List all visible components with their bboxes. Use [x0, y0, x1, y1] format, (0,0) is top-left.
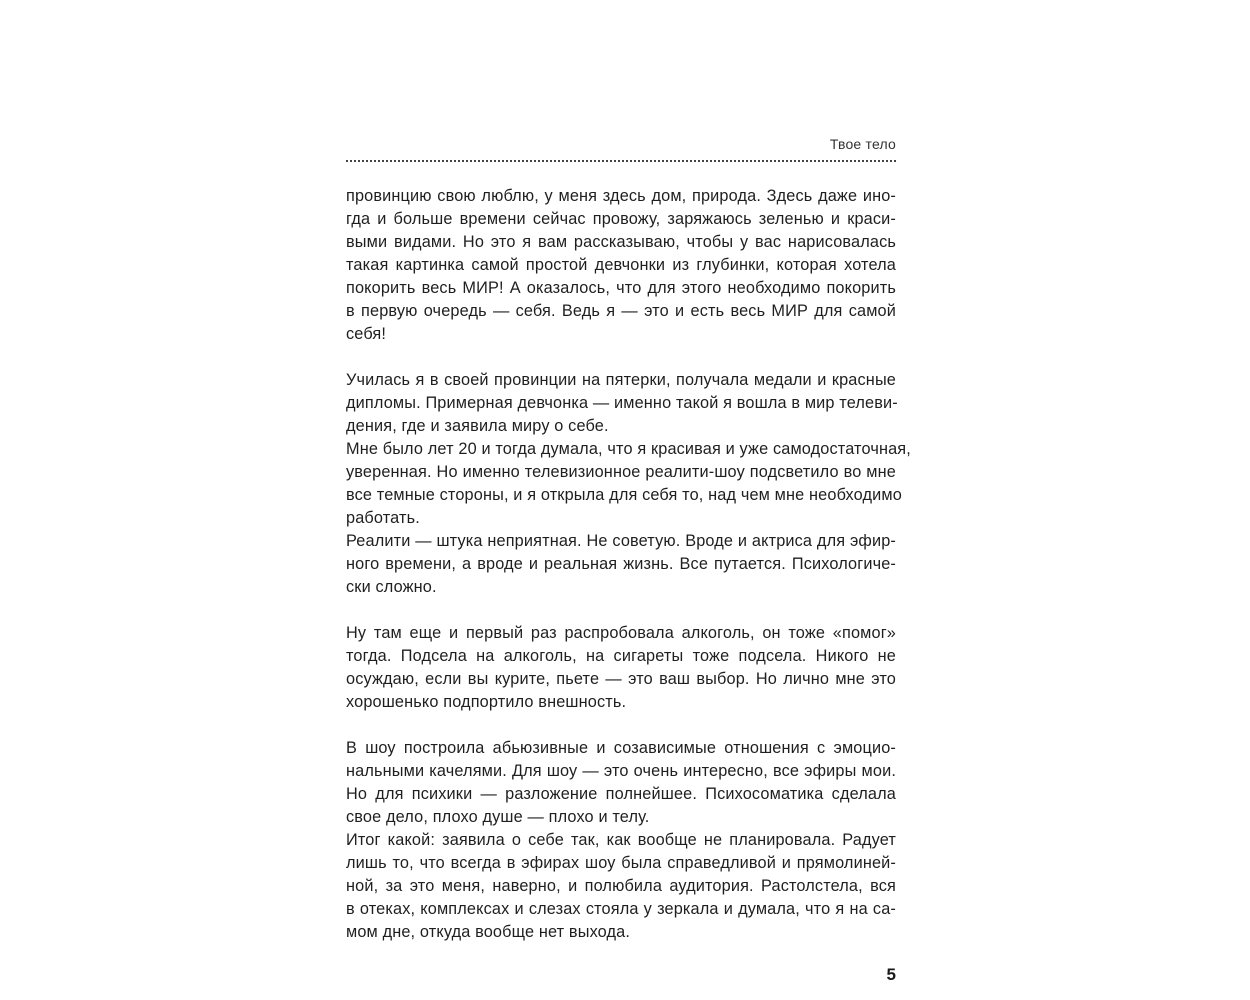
paragraph-spacer	[346, 714, 896, 737]
text-line: Мне было лет 20 и тогда думала, что я красивая и уже самодостаточная,	[346, 440, 911, 458]
header-dotted-rule	[346, 160, 896, 162]
text-line: В шоу построила абьюзивные и созависимые отношения с эмоцио-	[346, 739, 896, 757]
text-line: осуждаю, если вы курите, пьете — это ваш выбор. Но лично мне это	[346, 670, 896, 688]
text-line: Ну там еще и первый раз распробовала алкоголь, он тоже «помог»	[346, 624, 896, 642]
text-line: ной, за это меня, наверно, и полюбила аудитория. Растолстела, вся	[346, 877, 896, 895]
text-line: ски сложно.	[346, 578, 437, 596]
text-line: лишь то, что всегда в эфирах шоу была справедливой и прямолиней-	[346, 854, 896, 872]
text-line: нальными качелями. Для шоу — это очень интересно, все эфиры мои.	[346, 762, 896, 780]
text-line: в первую очередь — себя. Ведь я — это и есть весь МИР для самой	[346, 302, 896, 320]
text-line: ного времени, а вроде и реальная жизнь. Все путается. Психологиче-	[346, 555, 896, 573]
text-line: дипломы. Примерная девчонка — именно такой я вошла в мир телеви-	[346, 394, 898, 412]
paragraph	[346, 185, 896, 346]
paragraph	[346, 369, 896, 438]
text-line: Училась я в своей провинции на пятерки, получала медали и красные	[346, 371, 896, 389]
text-line: мом дне, откуда вообще нет выхода.	[346, 923, 631, 941]
text-line: дения, где и заявила миру о себе.	[346, 417, 609, 435]
text-line: в отеках, комплексах и слезах стояла у зеркала и думала, что я на са-	[346, 900, 896, 918]
paragraph	[346, 530, 896, 599]
text-line: Но для психики — разложение полнейшее. Психосоматика сделала	[346, 785, 896, 803]
paragraph-spacer	[346, 599, 896, 622]
text-line: провинцию свою люблю, у меня здесь дом, природа. Здесь даже ино-	[346, 187, 896, 205]
paragraph-spacer	[346, 346, 896, 369]
text-line: все темные стороны, и я открыла для себя то, над чем мне необходимо	[346, 486, 902, 504]
text-line: такая картинка самой простой девчонки из глубинки, которая хотела	[346, 256, 896, 274]
text-line: покорить весь МИР! А оказалось, что для этого необходимо покорить	[346, 279, 896, 297]
text-line: уверенная. Но именно телевизионное реалити-шоу подсветило во мне	[346, 463, 896, 481]
paragraph	[346, 737, 896, 829]
page-number: 5	[886, 965, 896, 984]
text-line: хорошенько подпортило внешность.	[346, 693, 627, 711]
paragraph	[346, 829, 896, 944]
text-line: гда и больше времени сейчас провожу, заряжаюсь зеленью и краси-	[346, 210, 896, 228]
paragraph	[346, 622, 896, 714]
text-line: свое дело, плохо душе — плохо и телу.	[346, 808, 650, 826]
text-line: тогда. Подсела на алкоголь, на сигареты тоже подсела. Никого не	[346, 647, 896, 665]
text-line: работать.	[346, 509, 420, 527]
text-line: Итог какой: заявила о себе так, как вообще не планировала. Радует	[346, 831, 896, 849]
text-line: Реалити — штука неприятная. Не советую. Вроде и актриса для эфир-	[346, 532, 896, 550]
running-header-title: Твое тело	[829, 136, 896, 152]
text-line: выми видами. Но это я вам рассказываю, чтобы у вас нарисовалась	[346, 233, 896, 251]
paragraph	[346, 438, 911, 530]
text-line: себя!	[346, 325, 387, 343]
body-text	[346, 185, 911, 944]
